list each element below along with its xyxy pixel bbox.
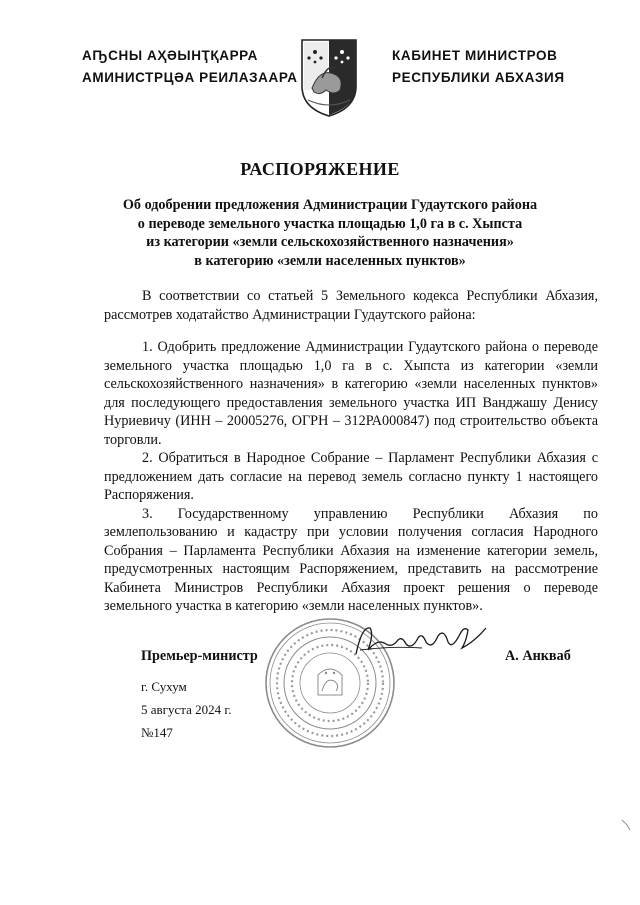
preamble-paragraph: В соответствии со статьей 5 Земельного кодекса Республики Абхазия, рассмотрев ходатайство Администрации Гудаутского района: <box>104 288 598 323</box>
signatory-name: А. Анкваб <box>505 648 571 664</box>
subject-line: о переводе земельного участка площадью 1,0 га в с. Хыпста <box>137 215 523 232</box>
document-number: №147 <box>141 725 173 740</box>
header-left-line2: АМИНИСТРЦӘА РЕИЛАЗААРА <box>82 70 298 85</box>
subject-line: в категорию «земли населенных пунктов» <box>194 252 466 269</box>
header-right-line2: РЕСПУБЛИКИ АБХАЗИЯ <box>392 70 565 85</box>
item-paragraph-3: 3. Государственному управлению Республики Абхазия по землепользованию и кадастру при условии получения согласия Народного Собрания – Парламента Республики Абхазия на изменение категории земель, предусмотренных настоящим Распоряжением, представить на рассмотрение Кабинета Министров Республики Абхазия проект решения о переводе земельного участка в категорию «земли населенных пунктов». <box>104 505 598 614</box>
document-city: г. Сухум <box>141 679 187 694</box>
document-subject <box>100 196 560 270</box>
document-body <box>104 287 598 616</box>
abkhazia-coat-of-arms-icon <box>300 38 358 118</box>
document-title: РАСПОРЯЖЕНИЕ <box>240 159 400 179</box>
header-right <box>392 45 565 89</box>
item-paragraph-2: 2. Обратиться в Народное Собрание – Парламент Республики Абхазия с предложением дать согласие на перевод земель согласно пункту 1 настоящего Распоряжения. <box>104 450 598 503</box>
document-date: 5 августа 2024 г. <box>141 702 232 717</box>
header-left-line1: АҦСНЫ АҲӘЫНҬҚАРРА <box>82 48 258 63</box>
handwritten-signature-icon <box>352 620 492 662</box>
scan-artifact-icon <box>620 818 634 834</box>
signatory-position: Премьер-министр <box>141 648 258 664</box>
item-paragraph-1: 1. Одобрить предложение Администрации Гудаутского района о переводе земельного участка площадью 1,0 га в с. Хыпста из категории «земли сельскохозяйственного назначения» в категорию «земли населенных пунктов» для последующего предоставления земельного участка ИП Ванджашу Денису Нуриевичу (ИНН – 20005276, ОГРН – 312РА000847) под строительство объекта торговли. <box>104 339 598 448</box>
header-left <box>82 45 298 89</box>
subject-line: из категории «земли сельскохозяйственного назначения» <box>146 234 514 250</box>
header-right-line1: КАБИНЕТ МИНИСТРОВ <box>392 48 558 63</box>
subject-line: Об одобрении предложения Администрации Гудаутского района <box>122 197 538 213</box>
